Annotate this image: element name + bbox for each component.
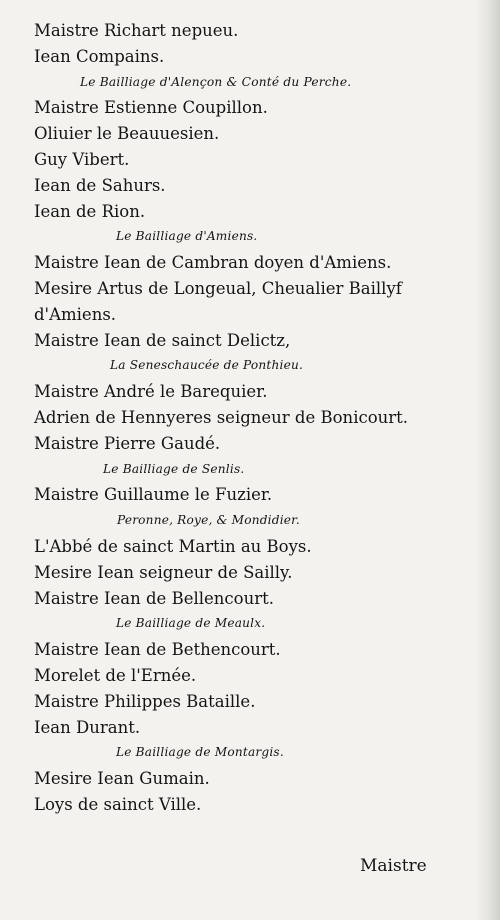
- section-heading: Peronne, Roye, & Mondidier.: [117, 513, 300, 528]
- list-entry: Maistre Pierre Gaudé.: [34, 433, 221, 453]
- list-entry: L'Abbé de sainct Martin au Boys.: [34, 536, 312, 556]
- section-heading: Le Bailliage d'Alençon & Conté du Perche.: [80, 74, 352, 89]
- section-heading: La Seneschaucée de Ponthieu.: [110, 358, 304, 373]
- list-entry: Iean de Rion.: [34, 201, 146, 221]
- list-entry: Iean Compains.: [34, 46, 165, 66]
- list-entry: Oliuier le Beauuesien.: [34, 124, 220, 144]
- list-entry: Maistre Richart nepueu.: [34, 21, 239, 40]
- list-entry: Maistre Estienne Coupillon.: [34, 98, 268, 118]
- list-entry: Maistre Iean de sainct Delictz,: [34, 330, 291, 350]
- list-entry: Loys de sainct Ville.: [34, 794, 202, 814]
- list-entry: Guy Vibert.: [34, 149, 130, 169]
- section-heading: Le Bailliage de Meaulx.: [116, 616, 266, 631]
- list-entry: Maistre André le Barequier.: [34, 382, 268, 402]
- list-entry: Mesire Iean Gumain.: [34, 769, 210, 789]
- list-entry: Adrien de Hennyeres seigneur de Bonicourt.: [34, 407, 409, 427]
- list-entry: Mesire Iean seigneur de Sailly.: [34, 562, 293, 582]
- list-entry: Mesire Artus de Longeual, Cheualier Baillyf: [34, 278, 402, 298]
- section-heading: Le Bailliage d'Amiens.: [116, 229, 258, 244]
- list-entry: Maistre Iean de Bethencourt.: [34, 640, 281, 660]
- name-list: [0, 18, 500, 818]
- list-entry: Morelet de l'Ernée.: [34, 665, 197, 685]
- catchword: Maistre: [360, 856, 427, 876]
- list-entry: Iean Durant.: [34, 717, 141, 737]
- section-heading: Le Bailliage de Montargis.: [116, 745, 284, 760]
- section-heading: Le Bailliage de Senlis.: [103, 461, 245, 476]
- list-entry: Iean de Sahurs.: [34, 175, 166, 195]
- list-entry: Maistre Philippes Bataille.: [34, 691, 256, 711]
- list-entry: Maistre Guillaume le Fuzier.: [34, 485, 273, 505]
- list-entry: Maistre Iean de Cambran doyen d'Amiens.: [34, 253, 392, 273]
- list-entry: d'Amiens.: [34, 304, 117, 324]
- list-entry: Maistre Iean de Bellencourt.: [34, 588, 274, 608]
